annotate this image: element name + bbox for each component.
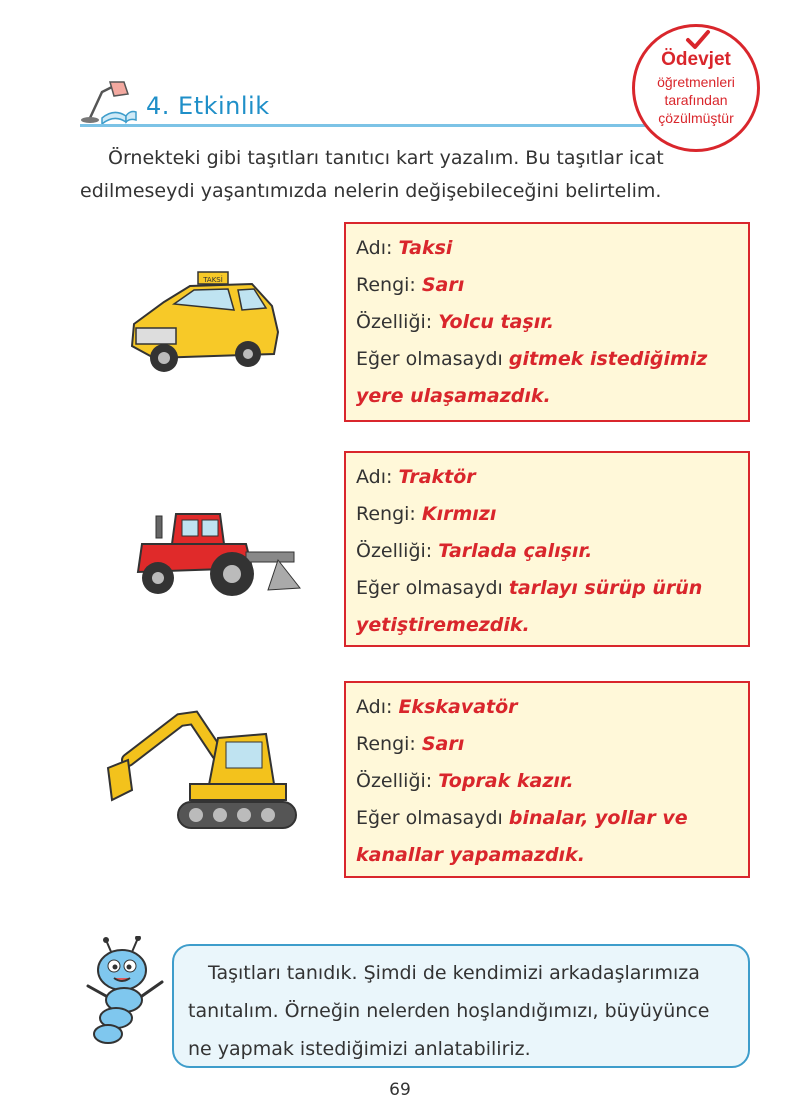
bubble-line-3: ne yapmak istediğimizi anlatabiliriz.	[188, 1038, 531, 1060]
feature-value: Toprak kazır.	[438, 770, 574, 792]
bubble-line-1: Taşıtları tanıdık. Şimdi de kendimizi arkadaşlarımıza	[208, 962, 700, 984]
heading-underline	[80, 124, 670, 127]
name-value: Taksi	[398, 237, 453, 259]
instructions-line-1: Örnekteki gibi taşıtları tanıtıcı kart yazalım. Bu taşıtlar icat	[108, 147, 664, 169]
stamp-line-2: öğretmenleri	[657, 74, 735, 90]
color-label: Rengi:	[356, 733, 416, 755]
vehicle-card-taxi	[344, 222, 750, 422]
if-value-2: yetiştiremezdik.	[356, 614, 530, 636]
odevjet-stamp	[632, 24, 760, 152]
color-value: Sarı	[421, 274, 465, 296]
instructions-line-2: edilmeseydi yaşantımızda nelerin değişebileceğini belirtelim.	[80, 180, 662, 202]
taxi-sign-text: TAKSİ	[203, 276, 223, 284]
feature-label: Özelliği:	[356, 770, 433, 792]
name-label: Adı:	[356, 237, 393, 259]
vehicle-card-tractor	[344, 451, 750, 647]
color-label: Rengi:	[356, 274, 416, 296]
name-value: Traktör	[398, 466, 476, 488]
color-label: Rengi:	[356, 503, 416, 525]
name-label: Adı:	[356, 466, 393, 488]
speech-bubble	[172, 944, 750, 1068]
bubble-line-2: tanıtalım. Örneğin nelerden hoşlandığımızı, büyüyünce	[188, 1000, 710, 1022]
if-value-2: yere ulaşamazdık.	[356, 385, 551, 407]
excavator-illustration	[98, 710, 308, 838]
stamp-line-4: çözülmüştür	[658, 110, 734, 126]
checkmark-icon	[685, 29, 711, 51]
feature-label: Özelliği:	[356, 311, 433, 333]
tractor-illustration	[128, 510, 304, 598]
desk-lamp-book-icon	[80, 78, 138, 124]
activity-title: 4. Etkinlik	[146, 92, 270, 120]
stamp-line-1: Ödevjet	[661, 49, 731, 70]
feature-label: Özelliği:	[356, 540, 433, 562]
feature-value: Yolcu taşır.	[438, 311, 555, 333]
name-value: Ekskavatör	[398, 696, 518, 718]
name-label: Adı:	[356, 696, 393, 718]
if-value-1: binalar, yollar ve	[508, 807, 688, 829]
if-label: Eğer olmasaydı	[356, 807, 503, 829]
if-value-1: tarlayı sürüp ürün	[508, 577, 703, 599]
color-value: Sarı	[421, 733, 465, 755]
instructions	[80, 142, 730, 208]
stamp-line-3: tarafından	[664, 92, 728, 108]
vehicle-card-excavator	[344, 681, 750, 878]
if-label: Eğer olmasaydı	[356, 348, 503, 370]
if-label: Eğer olmasaydı	[356, 577, 503, 599]
feature-value: Tarlada çalışır.	[438, 540, 593, 562]
if-value-1: gitmek istediğimiz	[508, 348, 708, 370]
activity-heading	[80, 78, 720, 128]
color-value: Kırmızı	[421, 503, 497, 525]
page-number: 69	[389, 1080, 411, 1100]
taxi-illustration	[124, 262, 284, 380]
if-value-2: kanallar yapamazdık.	[356, 844, 585, 866]
